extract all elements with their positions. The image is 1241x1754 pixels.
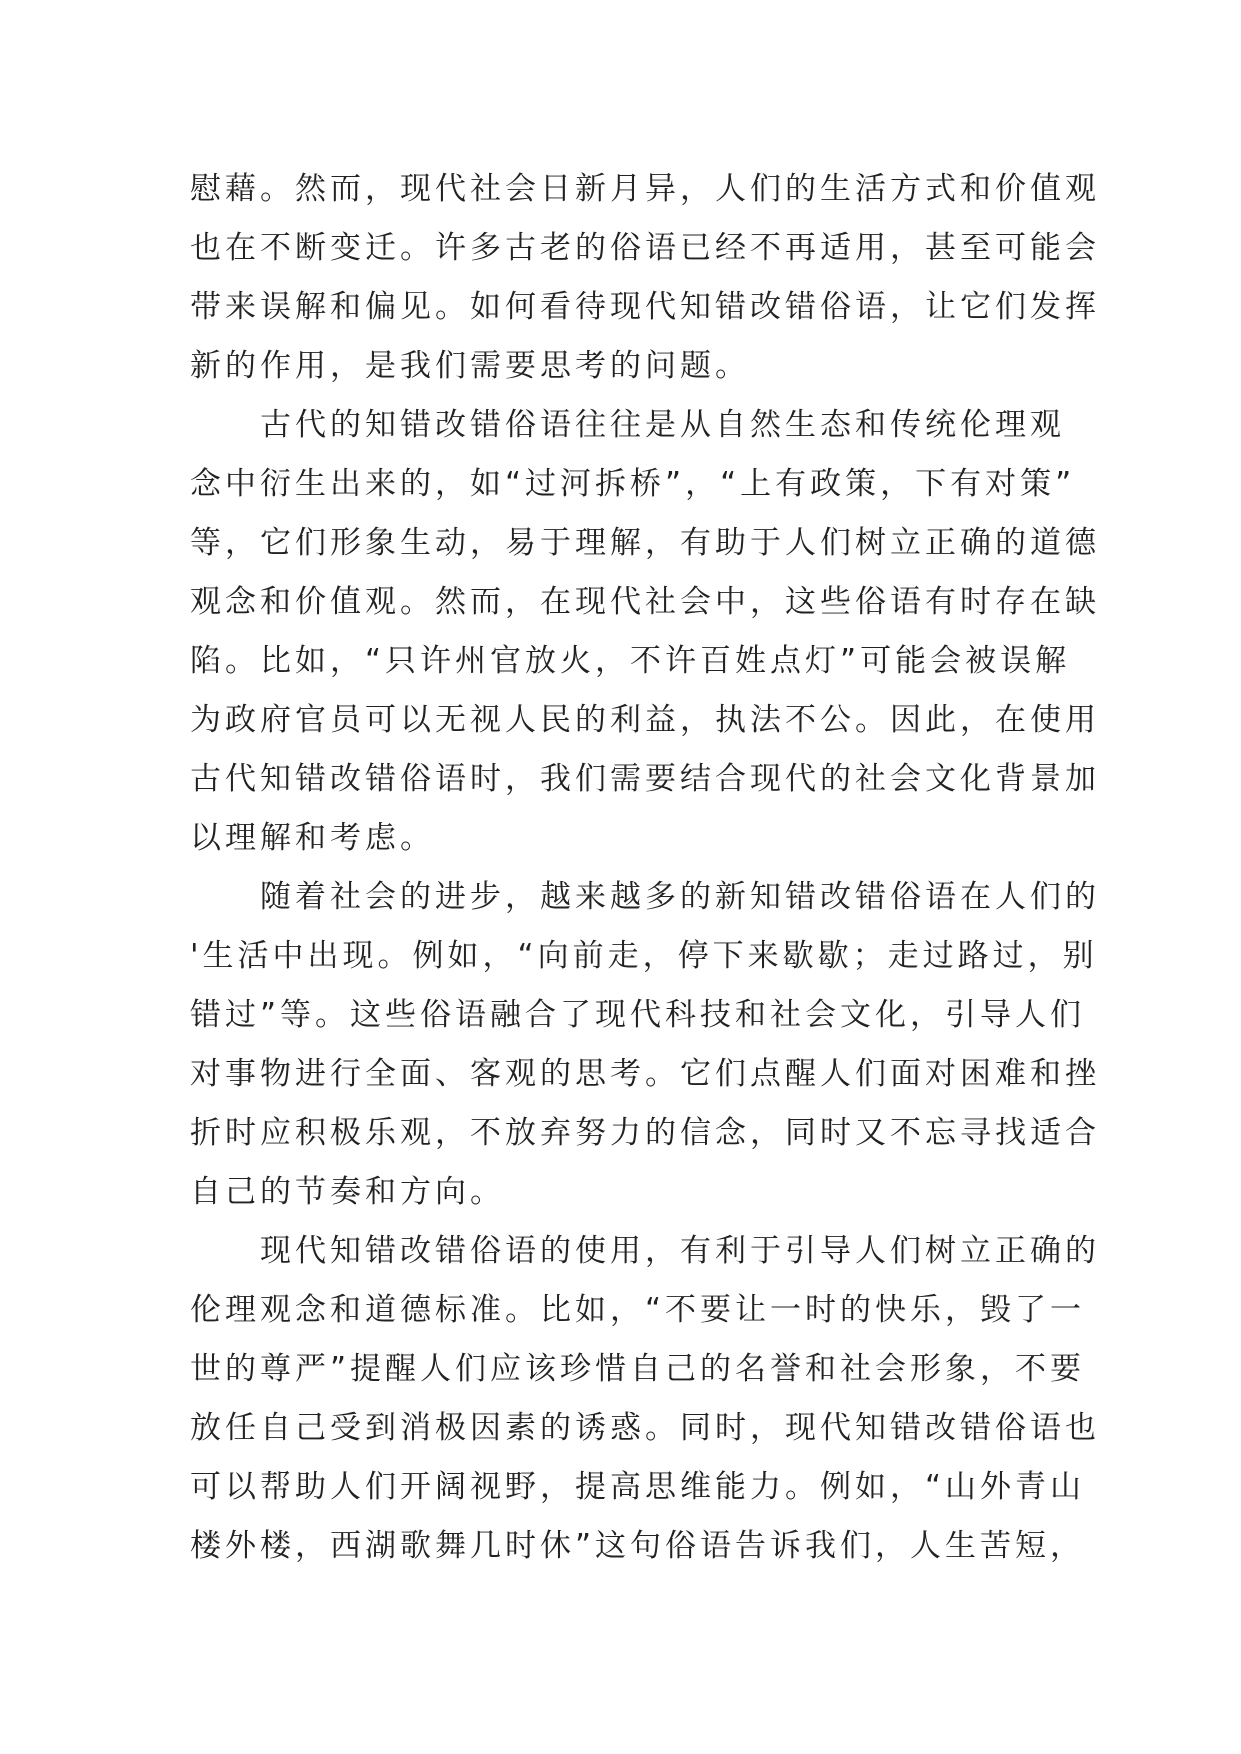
text-line: '生活中出现。例如，“向前走，停下来歇歇；走过路过，别: [190, 938, 1098, 974]
text-line: 楼外楼，西湖歌舞几时休”这句俗语告诉我们，人生苦短，: [190, 1528, 1086, 1564]
text-line: 观念和价值观。然而，在现代社会中，这些俗语有时存在缺: [190, 584, 1100, 620]
text-line: 也在不断变迁。许多古老的俗语已经不再适用，甚至可能会: [190, 230, 1100, 266]
text-line: 对事物进行全面、客观的思考。它们点醒人们面对困难和挫: [190, 1056, 1100, 1092]
text-line: 慰藉。然而，现代社会日新月异，人们的生活方式和价值观: [190, 171, 1100, 207]
text-line: 折时应积极乐观，不放弃努力的信念，同时又不忘寻找适合: [190, 1115, 1100, 1151]
paragraph-start-line: 现代知错改错俗语的使用，有利于引导人们树立正确的: [260, 1233, 1100, 1269]
text-line: 为政府官员可以无视人民的利益，执法不公。因此，在使用: [190, 702, 1100, 738]
text-line: 古代知错改错俗语时，我们需要结合现代的社会文化背景加: [190, 761, 1100, 797]
paragraph-start-line: 古代的知错改错俗语往往是从自然生态和传统伦理观: [260, 407, 1065, 443]
text-line: 等，它们形象生动，易于理解，有助于人们树立正确的道德: [190, 525, 1100, 561]
text-line: 陷。比如，“只许州官放火，不许百姓点灯”可能会被误解: [190, 643, 1071, 679]
text-line: 自己的节奏和方向。: [190, 1174, 505, 1210]
text-line: 放任自己受到消极因素的诱惑。同时，现代知错改错俗语也: [190, 1410, 1100, 1446]
text-line: 新的作用，是我们需要思考的问题。: [190, 348, 750, 384]
text-line: 错过”等。这些俗语融合了现代科技和社会文化，引导人们: [190, 997, 1086, 1033]
text-line: 带来误解和偏见。如何看待现代知错改错俗语，让它们发挥: [190, 289, 1100, 325]
text-line: 以理解和考虑。: [190, 820, 435, 856]
body-text: [190, 160, 1100, 1576]
text-line: 伦理观念和道德标准。比如，“不要让一时的快乐，毁了一: [190, 1292, 1086, 1328]
text-line: 可以帮助人们开阔视野，提高思维能力。例如，“山外青山: [190, 1469, 1086, 1505]
text-line: 世的尊严”提醒人们应该珍惜自己的名誉和社会形象，不要: [190, 1351, 1086, 1387]
text-line: 念中衍生出来的，如“过河拆桥”，“上有政策，下有对策”: [190, 466, 1076, 502]
paragraph-start-line: 随着社会的进步，越来越多的新知错改错俗语在人们的: [260, 879, 1100, 915]
